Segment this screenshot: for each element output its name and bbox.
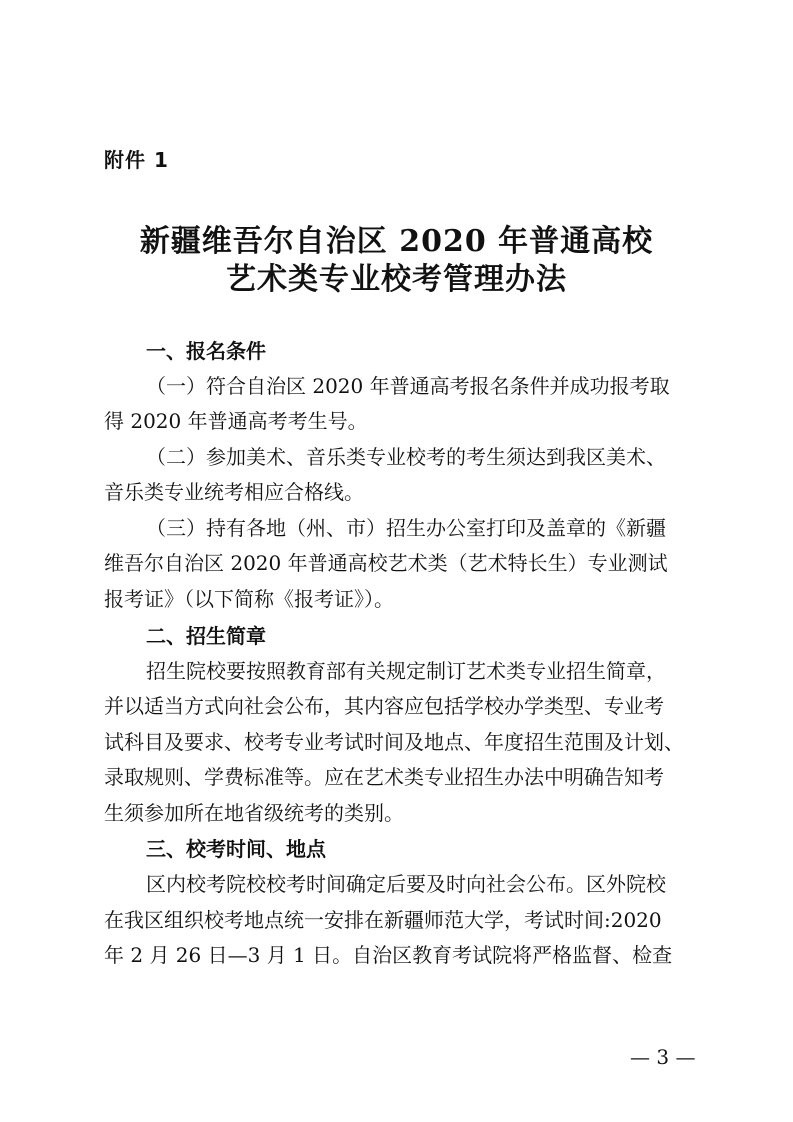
paragraph-line: 录取规则、学费标准等。应在艺术类专业招生办法中明确告知考 — [104, 765, 664, 789]
paragraph-line: （一）符合自治区 2020 年普通高考报名条件并成功报考取 — [146, 374, 670, 398]
page-number: — 3 — — [630, 1045, 696, 1069]
attachment-label: 附件 1 — [104, 148, 169, 172]
paragraph-line: 区内校考院校校考时间确定后要及时向社会公布。区外院校 — [146, 872, 666, 896]
paragraph-line: 招生院校要按照教育部有关规定制订艺术类专业招生简章， — [146, 659, 666, 683]
paragraph-line: 年 2 月 26 日—3 月 1 日。自治区教育考试院将严格监督、检查 — [104, 943, 673, 967]
paragraph-line: 维吾尔自治区 2020 年普通高校艺术类（艺术特长生）专业测试 — [104, 551, 668, 575]
document-title-line-1: 新疆维吾尔自治区 2020 年普通高校 — [139, 224, 654, 259]
section-heading-registration: 一、报名条件 — [146, 339, 266, 363]
section-heading-exam-time-location: 三、校考时间、地点 — [146, 837, 326, 861]
document-title-line-2: 艺术类专业校考管理办法 — [226, 262, 567, 297]
section-heading-admission-brochure: 二、招生简章 — [146, 624, 266, 648]
paragraph-line: 生须参加所在地省级统考的类别。 — [104, 801, 404, 825]
paragraph-line: 音乐类专业统考相应合格线。 — [104, 480, 364, 504]
paragraph-line: （三）持有各地（州、市）招生办公室打印及盖章的《新疆 — [146, 516, 666, 540]
paragraph-line: 在我区组织校考地点统一安排在新疆师范大学，考试时间:2020 — [104, 908, 662, 932]
paragraph-line: 并以适当方式向社会公布，其内容应包括学校办学类型、专业考 — [104, 694, 664, 718]
paragraph-line: 报考证》（以下简称《报考证》）。 — [104, 587, 394, 611]
paragraph-line: （二）参加美术、音乐类专业校考的考生须达到我区美术、 — [146, 445, 666, 469]
paragraph-line: 得 2020 年普通高考考生号。 — [104, 409, 368, 433]
paragraph-line: 试科目及要求、校考专业考试时间及地点、年度招生范围及计划、 — [104, 730, 684, 754]
